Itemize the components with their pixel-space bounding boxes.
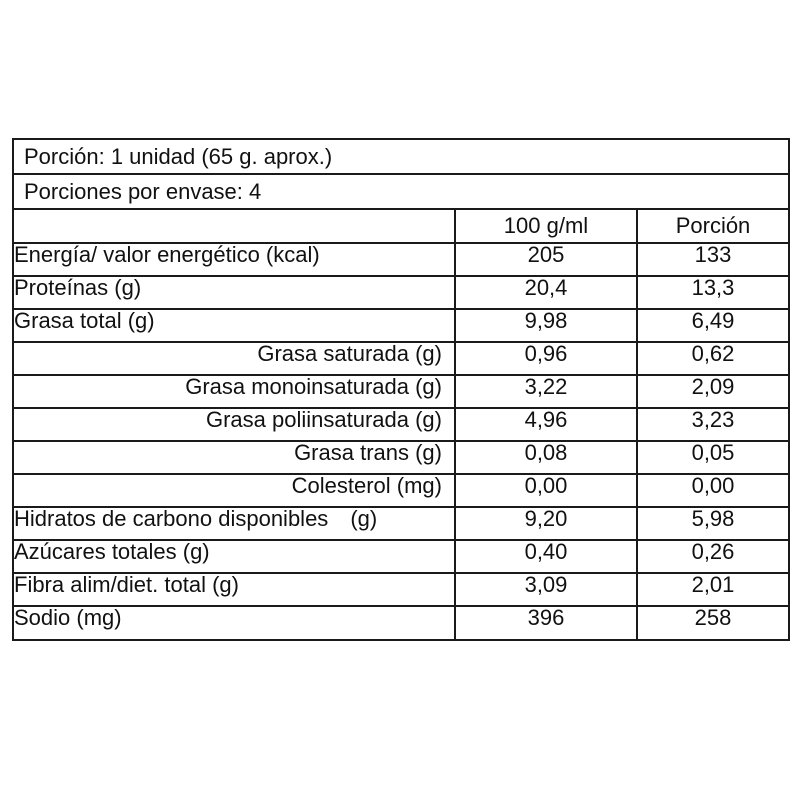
value-per-100: 0,96 [455, 342, 637, 375]
table-row [14, 276, 788, 309]
nutrient-name: Grasa poliinsaturada (g) [14, 408, 455, 441]
table-row [14, 507, 788, 540]
column-header-per-portion: Porción [637, 210, 788, 243]
value-per-100: 396 [455, 606, 637, 639]
value-per-100: 205 [455, 243, 637, 276]
value-per-100: 0,40 [455, 540, 637, 573]
nutrient-name-cell [14, 507, 455, 540]
value-per-portion: 5,98 [637, 507, 788, 540]
nutrition-facts-panel [12, 138, 790, 641]
value-per-portion: 0,00 [637, 474, 788, 507]
nutrient-name: Grasa total (g) [14, 309, 455, 342]
portion-size: Porción: 1 unidad (65 g. aprox.) [14, 140, 788, 175]
value-per-portion: 0,05 [637, 441, 788, 474]
nutrient-name: Hidratos de carbono disponibles [14, 506, 329, 531]
value-per-portion: 133 [637, 243, 788, 276]
table-row [14, 540, 788, 573]
value-per-portion: 258 [637, 606, 788, 639]
table-row [14, 408, 788, 441]
table-row [14, 309, 788, 342]
table-header-row [14, 210, 788, 243]
value-per-portion: 2,09 [637, 375, 788, 408]
column-header-nutrient [14, 210, 455, 243]
table-row [14, 573, 788, 606]
value-per-100: 9,98 [455, 309, 637, 342]
value-per-portion: 0,26 [637, 540, 788, 573]
portions-per-pack: Porciones por envase: 4 [14, 175, 788, 210]
nutrient-name: Sodio (mg) [14, 606, 455, 639]
column-header-per-100: 100 g/ml [455, 210, 637, 243]
value-per-100: 0,08 [455, 441, 637, 474]
nutrient-name: Fibra alim/diet. total (g) [14, 573, 455, 606]
nutrient-name: Colesterol (mg) [14, 474, 455, 507]
table-row [14, 474, 788, 507]
table-row [14, 606, 788, 639]
nutrient-unit: (g) [350, 506, 378, 531]
nutrient-name: Grasa saturada (g) [14, 342, 455, 375]
nutrient-name: Azúcares totales (g) [14, 540, 455, 573]
value-per-portion: 3,23 [637, 408, 788, 441]
value-per-100: 4,96 [455, 408, 637, 441]
value-per-portion: 2,01 [637, 573, 788, 606]
nutrient-name: Proteínas (g) [14, 276, 455, 309]
value-per-portion: 13,3 [637, 276, 788, 309]
table-row [14, 441, 788, 474]
nutrient-name: Grasa trans (g) [14, 441, 455, 474]
value-per-100: 3,22 [455, 375, 637, 408]
value-per-100: 9,20 [455, 507, 637, 540]
nutrition-table [14, 210, 788, 639]
value-per-100: 20,4 [455, 276, 637, 309]
nutrient-name: Grasa monoinsaturada (g) [14, 375, 455, 408]
value-per-100: 0,00 [455, 474, 637, 507]
nutrient-name: Energía/ valor energético (kcal) [14, 243, 455, 276]
table-row [14, 243, 788, 276]
table-row [14, 375, 788, 408]
table-row [14, 342, 788, 375]
value-per-100: 3,09 [455, 573, 637, 606]
value-per-portion: 6,49 [637, 309, 788, 342]
value-per-portion: 0,62 [637, 342, 788, 375]
